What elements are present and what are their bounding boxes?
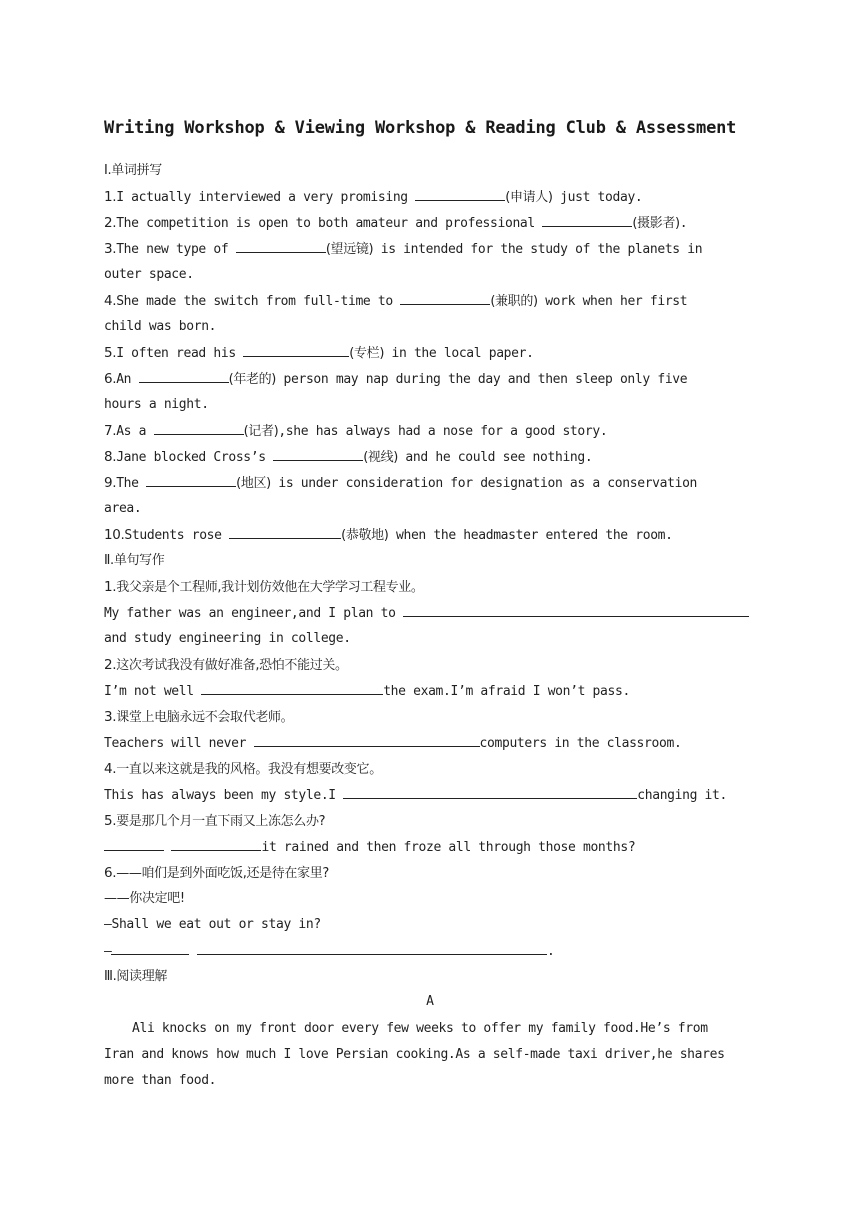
answer-blank[interactable] [243, 344, 349, 357]
sentence-item-3-english: Teachers will never computers in the classroom. [104, 736, 682, 751]
passage-line-3: more than food. [104, 1073, 217, 1088]
answer-blank[interactable] [146, 474, 236, 487]
answer-blank[interactable] [171, 838, 261, 851]
vocab-item-6-continued: hours a night. [104, 397, 209, 412]
vocab-item-5: 5.I often read his (专栏) in the local paper. [104, 345, 534, 361]
answer-blank[interactable] [154, 422, 244, 435]
vocab-item-7: 7.As a (记者),she has always had a nose for a good story. [104, 423, 608, 439]
passage-line-1: Ali knocks on my front door every few weeks to offer my family food.He’s from [132, 1021, 708, 1036]
vocab-item-8: 8.Jane blocked Cross’s (视线) and he could see nothing. [104, 449, 593, 465]
answer-blank[interactable] [201, 682, 383, 695]
page-title: Writing Workshop & Viewing Workshop & Reading Club & Assessment [104, 118, 737, 138]
sentence-item-6-chinese: 6.——咱们是到外面吃饭,还是待在家里? [104, 865, 329, 881]
answer-blank[interactable] [111, 942, 189, 955]
sentence-item-1-english: My father was an engineer,and I plan to [104, 604, 749, 623]
sentence-item-1-continued: and study engineering in college. [104, 631, 351, 646]
sentence-item-4-english: This has always been my style.I changing it. [104, 788, 727, 803]
item-number: 1. [104, 189, 117, 205]
answer-blank[interactable] [254, 734, 480, 747]
sentence-item-6-chinese-reply: ——你决定吧! [104, 891, 185, 906]
vocab-item-2: 2.The competition is open to both amateur and professional (摄影者). [104, 215, 688, 231]
vocab-item-4: 4.She made the switch from full-time to (兼职的) work when her first [104, 293, 688, 309]
sentence-item-5-english: it rained and then froze all through those months? [104, 838, 635, 857]
passage-line-2: Iran and knows how much I love Persian cooking.As a self-made taxi driver,he shares [104, 1047, 725, 1062]
answer-blank[interactable] [236, 240, 326, 253]
vocab-item-4-continued: child was born. [104, 319, 217, 334]
vocab-item-10: 10.Students rose (恭敬地) when the headmaster entered the room. [104, 527, 673, 543]
answer-blank[interactable] [229, 526, 341, 539]
section-heading-reading: Ⅲ.阅读理解 [104, 969, 167, 984]
vocab-item-3-continued: outer space. [104, 267, 194, 282]
answer-blank[interactable] [139, 370, 229, 383]
sentence-item-3-chinese: 3.课堂上电脑永远不会取代老师。 [104, 709, 294, 725]
answer-blank[interactable] [403, 604, 749, 617]
answer-blank[interactable] [197, 942, 547, 955]
vocab-item-6: 6.An (年老的) person may nap during the day and then sleep only five [104, 371, 688, 387]
vocab-item-3: 3.The new type of (望远镜) is intended for the study of the planets in [104, 241, 703, 257]
sentence-item-1-chinese: 1.我父亲是个工程师,我计划仿效他在大学学习工程专业。 [104, 579, 424, 595]
vocab-item-1: 1.I actually interviewed a very promising (申请人) just today. [104, 189, 643, 205]
sentence-item-6-english-answer: — . [104, 944, 555, 959]
answer-blank[interactable] [415, 188, 505, 201]
passage-label: A [426, 994, 434, 1009]
sentence-item-6-english-question: —Shall we eat out or stay in? [104, 917, 321, 932]
section-heading-sentence-writing: Ⅱ.单句写作 [104, 553, 165, 568]
vocab-item-9: 9.The (地区) is under consideration for designation as a conservation [104, 475, 698, 491]
answer-blank[interactable] [273, 448, 363, 461]
sentence-item-4-chinese: 4.一直以来这就是我的风格。我没有想要改变它。 [104, 761, 382, 777]
sentence-item-2-chinese: 2.这次考试我没有做好准备,恐怕不能过关。 [104, 657, 348, 673]
vocab-item-9-continued: area. [104, 501, 142, 516]
answer-blank[interactable] [542, 214, 632, 227]
sentence-item-5-chinese: 5.要是那几个月一直下雨又上冻怎么办? [104, 813, 326, 829]
answer-blank[interactable] [343, 786, 637, 799]
answer-blank[interactable] [104, 838, 164, 851]
sentence-item-2-english: I’m not well the exam.I’m afraid I won’t pass. [104, 684, 630, 699]
section-heading-vocabulary: Ⅰ.单词拼写 [104, 163, 162, 178]
answer-blank[interactable] [400, 292, 490, 305]
